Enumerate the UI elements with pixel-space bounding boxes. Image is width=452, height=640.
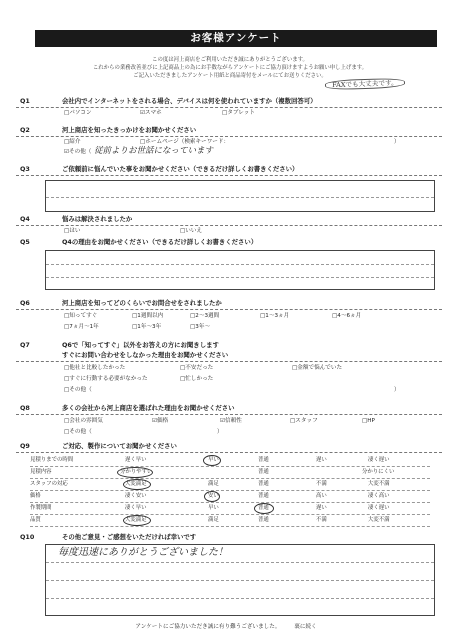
rating-choice[interactable]: 遅く早い bbox=[125, 457, 147, 463]
option-other[interactable]: □その他（ bbox=[64, 387, 92, 393]
rating-row bbox=[30, 491, 430, 503]
rating-choice[interactable]: 普通 bbox=[258, 481, 269, 487]
option-homepage-close: ） bbox=[394, 139, 400, 145]
question-7 bbox=[12, 341, 442, 403]
question-subtext: すぐにお問い合わせをしなかった理由をお聞かせください bbox=[62, 351, 229, 359]
question-text: その他ご意見・ご感想をいただければ幸いです bbox=[62, 533, 197, 541]
option-other[interactable]: ☑その他（ bbox=[64, 149, 92, 155]
option-price[interactable]: ☑価格 bbox=[152, 418, 169, 424]
question-text: ご対応、製作についてお聞かせください bbox=[62, 442, 177, 450]
question-text: 多くの会社から河上商店を選ばれた理由をお聞かせください bbox=[62, 404, 235, 412]
handwritten-other-answer: 従前よりお世話になっています bbox=[94, 146, 214, 156]
footer-thanks: アンケートにご協力いただき誠に有り難うございました。 bbox=[135, 624, 281, 630]
footer-continued: 裏に続く bbox=[294, 624, 317, 630]
answer-line bbox=[46, 277, 434, 278]
intro-line: ご記入いただきましたアンケート用紙と商品寄付をメールにてお送りください。 bbox=[133, 73, 327, 79]
rating-choice[interactable]: 普通 bbox=[258, 493, 269, 499]
option-4-6-months[interactable]: □4～6ヵ月 bbox=[332, 313, 362, 319]
rating-choice[interactable]: 凄く遅い bbox=[368, 505, 390, 511]
question-text: 会社内でインターネットをされる場合、デバイスは何を使われていますか（複数回答可） bbox=[62, 97, 317, 105]
question-number: Q7 bbox=[20, 341, 30, 349]
question-divider bbox=[16, 361, 442, 362]
rating-choice[interactable]: 普通 bbox=[258, 457, 269, 463]
option-1-3-years[interactable]: □1年～3年 bbox=[132, 324, 162, 330]
rating-row-label: 見積りまでの時間 bbox=[30, 457, 74, 463]
option-no[interactable]: □いいえ bbox=[180, 228, 203, 234]
question-number: Q8 bbox=[20, 404, 30, 412]
question-6 bbox=[12, 299, 442, 339]
selected-circle-mark bbox=[123, 479, 151, 490]
rating-choice[interactable]: 凄く高い bbox=[368, 493, 390, 499]
selected-circle-mark bbox=[254, 503, 274, 514]
question-number: Q4 bbox=[20, 215, 30, 223]
option-hp[interactable]: □HP bbox=[362, 418, 375, 424]
intro-line: これからの業務改善並びに上記商品上の為にお手数ながらアンケートにご協力頂けますようお願い申し上げます。 bbox=[92, 65, 368, 71]
selected-circle-mark bbox=[204, 491, 220, 502]
rating-choice[interactable]: 早い bbox=[208, 505, 219, 511]
question-number: Q2 bbox=[20, 126, 30, 134]
question-text: 河上商店を知ったきっかけをお聞かせください bbox=[62, 126, 197, 134]
rating-choice[interactable]: 普通 bbox=[258, 517, 269, 523]
selected-circle-mark bbox=[203, 455, 221, 466]
rating-choice[interactable]: 満足 bbox=[208, 517, 219, 523]
question-divider bbox=[16, 175, 442, 176]
option-smartphone[interactable]: ☑スマホ bbox=[140, 110, 162, 116]
rating-choice[interactable]: 大変不満 bbox=[368, 481, 390, 487]
rating-row-label: 作製期間 bbox=[30, 505, 52, 511]
answer-line bbox=[46, 197, 434, 198]
option-price-concern[interactable]: □金額で悩んでいた bbox=[292, 365, 343, 371]
option-immediately[interactable]: □知ってすぐ bbox=[64, 313, 98, 319]
rating-row-label: 品質 bbox=[30, 517, 41, 523]
option-referral[interactable]: □紹介 bbox=[64, 139, 81, 145]
selected-circle-mark bbox=[117, 467, 153, 478]
option-reliability[interactable]: ☑信頼性 bbox=[220, 418, 242, 424]
question-2 bbox=[12, 126, 442, 162]
question-number: Q9 bbox=[20, 442, 30, 450]
option-other[interactable]: □その他（ bbox=[64, 429, 92, 435]
question-text: Q4の理由をお聞かせください（できるだけ詳しくお書きください） bbox=[62, 238, 258, 246]
q5-answer-box[interactable] bbox=[45, 250, 435, 290]
rating-row-label: スタッフの対応 bbox=[30, 481, 68, 487]
rating-row-label: 価格 bbox=[30, 493, 41, 499]
question-divider bbox=[16, 107, 442, 108]
rating-row bbox=[30, 455, 430, 467]
question-1 bbox=[12, 97, 442, 127]
option-pc[interactable]: □パソコン bbox=[64, 110, 92, 116]
selected-circle-mark bbox=[123, 515, 151, 526]
rating-row-label: 見積内容 bbox=[30, 469, 52, 475]
question-number: Q1 bbox=[20, 97, 30, 105]
rating-choice[interactable]: 普通 bbox=[258, 469, 269, 475]
answer-line bbox=[46, 562, 434, 563]
handwritten-comment: 毎度迅速にありがとうございました！ bbox=[58, 547, 228, 558]
option-busy[interactable]: □忙しかった bbox=[180, 376, 214, 382]
rating-choice[interactable]: 満足 bbox=[208, 481, 219, 487]
question-text: 河上商店を知ってどのくらいでお問合せをされましたか bbox=[62, 299, 222, 307]
rating-row bbox=[30, 479, 430, 491]
rating-choice[interactable]: 分かりやすい bbox=[120, 469, 153, 475]
option-7m-1y[interactable]: □7ヵ月～1年 bbox=[64, 324, 99, 330]
rating-choice[interactable]: 凄く安い bbox=[125, 493, 147, 499]
option-other-close: ） bbox=[217, 429, 223, 435]
question-number: Q5 bbox=[20, 238, 30, 246]
rating-choice[interactable]: 安い bbox=[208, 493, 219, 499]
option-atmosphere[interactable]: □会社の雰囲気 bbox=[64, 418, 103, 424]
option-within-week[interactable]: □1週間以内 bbox=[132, 313, 164, 319]
question-number: Q6 bbox=[20, 299, 30, 307]
intro-line: この度は河上商店をご利用いただき誠にありがとうございます。 bbox=[152, 57, 308, 63]
question-8 bbox=[12, 404, 442, 440]
option-3-years-plus[interactable]: □3年～ bbox=[190, 324, 211, 330]
q3-answer-box[interactable] bbox=[45, 180, 435, 212]
rating-choice[interactable]: 分かりにくい bbox=[362, 469, 395, 475]
intro-text bbox=[50, 57, 410, 81]
question-text: ご依頼前に悩んでいた事をお聞かせください（できるだけ詳しくお書きください） bbox=[62, 165, 299, 173]
question-divider bbox=[16, 309, 442, 310]
option-yes[interactable]: □はい bbox=[64, 228, 81, 234]
rating-choice[interactable]: 遅い bbox=[316, 457, 327, 463]
question-text: Q6で「知ってすぐ」以外をお答えの方にお聞きします bbox=[62, 341, 219, 349]
rating-choice[interactable]: 遅い bbox=[316, 505, 327, 511]
rating-choice[interactable]: 大変満足 bbox=[125, 481, 147, 487]
option-staff[interactable]: □スタッフ bbox=[290, 418, 318, 424]
question-divider bbox=[16, 225, 442, 226]
answer-line bbox=[46, 264, 434, 265]
rating-choice[interactable]: 凄く早い bbox=[125, 505, 147, 511]
rating-choice[interactable]: 高い bbox=[316, 493, 327, 499]
answer-line bbox=[46, 580, 434, 581]
footer bbox=[0, 624, 452, 631]
option-compare[interactable]: □他社と比較したかった bbox=[64, 365, 126, 371]
rating-choice[interactable]: 普通 bbox=[258, 505, 269, 511]
question-4 bbox=[12, 215, 442, 237]
handwritten-fax-note: FAXでも大丈夫です。 bbox=[325, 78, 405, 91]
option-anxious[interactable]: □不安だった bbox=[180, 365, 214, 371]
question-number: Q3 bbox=[20, 165, 30, 173]
option-other-close: ） bbox=[394, 387, 400, 393]
rating-row bbox=[30, 503, 430, 515]
option-tablet[interactable]: □タブレット bbox=[222, 110, 255, 116]
rating-choice[interactable]: 早い bbox=[208, 457, 219, 463]
rating-choice[interactable]: 不満 bbox=[316, 481, 327, 487]
question-number: Q10 bbox=[20, 533, 35, 541]
option-1-3-months[interactable]: □1～3ヵ月 bbox=[260, 313, 290, 319]
rating-row bbox=[30, 515, 430, 527]
question-divider bbox=[16, 414, 442, 415]
rating-choice[interactable]: 大変満足 bbox=[125, 517, 147, 523]
question-divider bbox=[16, 452, 442, 453]
answer-line bbox=[46, 598, 434, 599]
option-homepage[interactable]: □ホームページ（検索キーワード： bbox=[140, 139, 230, 145]
option-2-3-weeks[interactable]: □2～3週間 bbox=[190, 313, 220, 319]
rating-row bbox=[30, 467, 430, 479]
option-not-urgent[interactable]: □すぐに行動する必要がなかった bbox=[64, 376, 148, 382]
rating-choice[interactable]: 大変不満 bbox=[368, 517, 390, 523]
rating-choice[interactable]: 不満 bbox=[316, 517, 327, 523]
rating-choice[interactable]: 凄く遅い bbox=[368, 457, 390, 463]
question-divider bbox=[16, 136, 442, 137]
question-text: 悩みは解決されましたか bbox=[62, 215, 133, 223]
survey-title: お客様アンケート bbox=[35, 30, 437, 47]
